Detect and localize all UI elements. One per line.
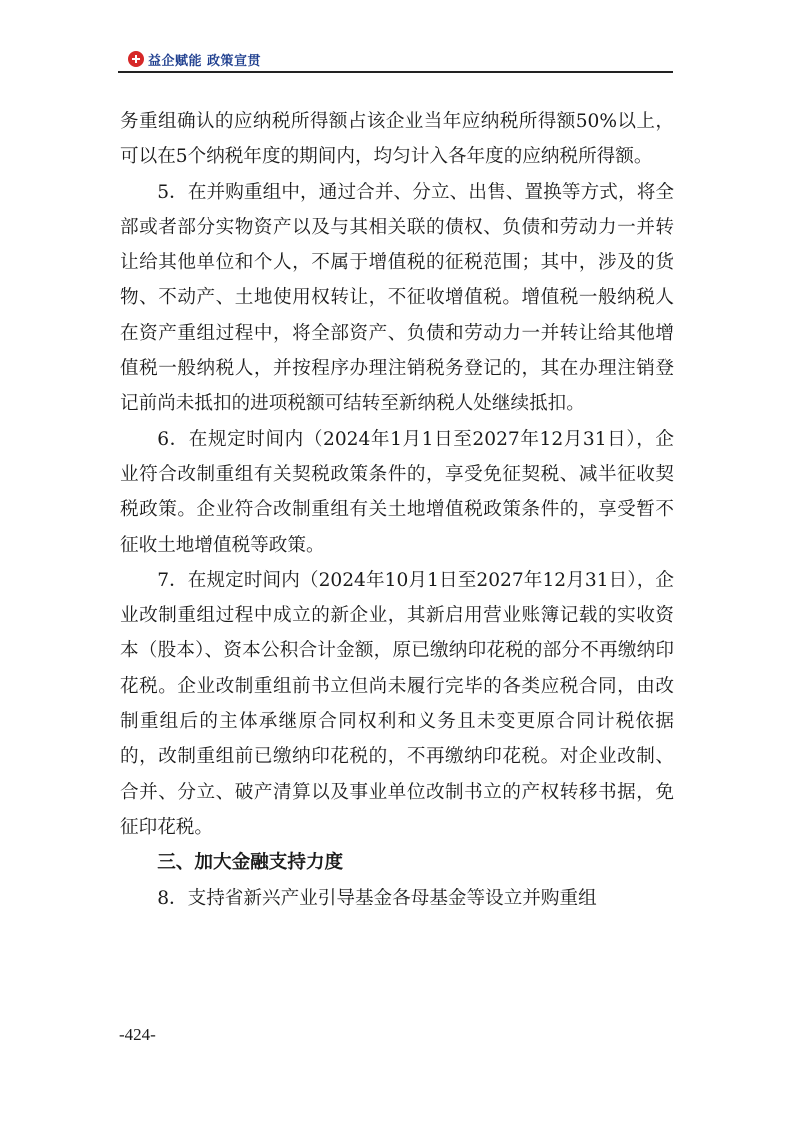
paragraph-continuation: 务重组确认的应纳税所得额占该企业当年应纳税所得额50%以上，可以在5个纳税年度的期间内，均匀计入各年度的应纳税所得额。: [120, 111, 674, 168]
section-heading: 三、加大金融支持力度: [157, 852, 344, 874]
header-logo-text: 益企赋能 政策宣贯: [148, 54, 262, 69]
page-header: [118, 48, 673, 74]
header-divider: [118, 71, 673, 73]
paragraph-item-6: 6．在规定时间内（2024年1月1日至2027年12月31日），企业符合改制重组有关契税政策条件的，享受免征契税、减半征收契税政策。企业符合改制重组有关土地增值税政策条件的，享受暂不征收土地增值税等政策。: [120, 428, 674, 556]
paragraph-item-8: 8．支持省新兴产业引导基金各母基金等设立并购重组: [157, 887, 597, 909]
document-body: [120, 104, 674, 916]
paragraph-item-5: 5．在并购重组中，通过合并、分立、出售、置换等方式，将全部或者部分实物资产以及与其相关联的债权、负债和劳动力一并转让给其他单位和个人，不属于增值税的征税范围；其中，涉及的货物、不动产、土地使用权转让，不征收增值税。增值税一般纳税人在资产重组过程中，将全部资产、负债和劳动力一并转让给其他增值税一般纳税人，并按程序办理注销税务登记的，其在办理注销登记前尚未抵扣的进项税额可结转至新纳税人处继续抵扣。: [120, 181, 674, 415]
paragraph-item-7: 7．在规定时间内（2024年10月1日至2027年12月31日），企业改制重组过程中成立的新企业，其新启用营业账簿记载的实收资本（股本）、资本公积合计金额，原已缴纳印花税的部分不再缴纳印花税。企业改制重组前书立但尚未履行完毕的各类应税合同，由改制重组后的主体承继原合同权利和义务且未变更原合同计税依据的，改制重组前已缴纳印花税的，不再缴纳印花税。对企业改制、合并、分立、破产清算以及事业单位改制书立的产权转移书据，免征印花税。: [120, 569, 674, 838]
page-number: -424-: [119, 1025, 156, 1044]
red-circle-cross-logo-icon: [128, 51, 144, 67]
